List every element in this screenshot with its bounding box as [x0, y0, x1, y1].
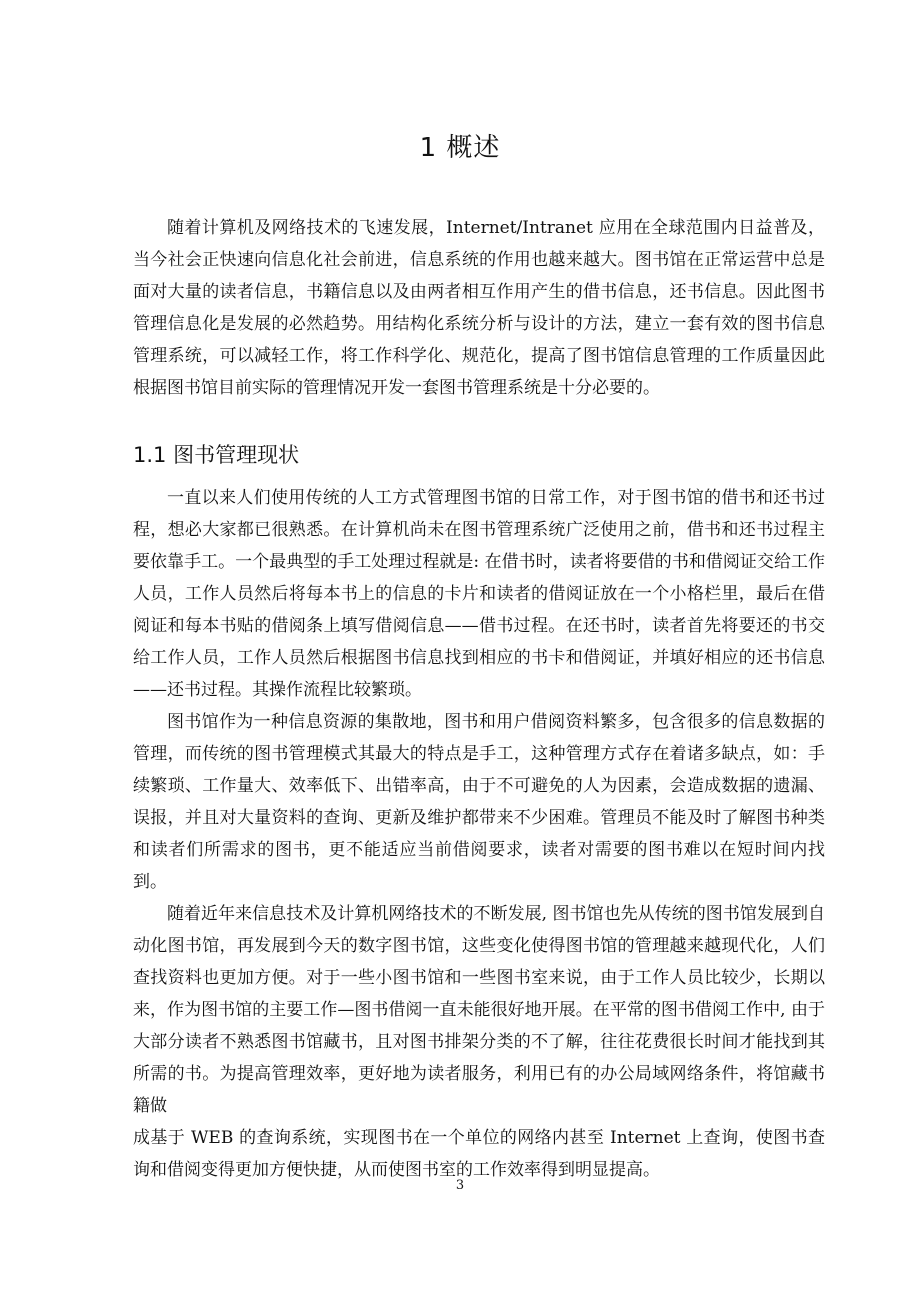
- section-body: [133, 482, 825, 1186]
- section-title: 1.1 图书管理现状: [133, 443, 300, 467]
- intro-block: [133, 212, 825, 404]
- section-paragraph-3: 随着近年来信息技术及计算机网络技术的不断发展, 图书馆也先从传统的图书馆发展到自动化图书馆，再发展到今天的数字图书馆，这些变化使得图书馆的管理越来越现代化，人们查找资料也更加方便。对于一些小图书馆和一些图书室来说，由于工作人员比较少，长期以来，作为图书馆的主要工作—图书借阅一直未能很好地开展。在平常的图书借阅工作中, 由于大部分读者不熟悉图书馆藏书，且对图书排架分类的不了解，往往花费很长时间才能找到其所需的书。为提高管理效率，更好地为读者服务，利用已有的办公局域网络条件，将馆藏书籍做: [133, 904, 825, 1116]
- page-number: 3: [455, 1178, 465, 1193]
- intro-paragraph: 随着计算机及网络技术的飞速发展，Internet/Intranet 应用在全球范围内日益普及，当今社会正快速向信息化社会前进，信息系统的作用也越来越大。图书馆在正常运营中总是面对大量的读者信息，书籍信息以及由两者相互作用产生的借书信息，还书信息。因此图书管理信息化是发展的必然趋势。用结构化系统分析与设计的方法，建立一套有效的图书信息管理系统，可以减轻工作，将工作科学化、规范化，提高了图书馆信息管理的工作质量因此根据图书馆目前实际的管理情况开发一套图书管理系统是十分必要的。: [133, 218, 825, 398]
- section-paragraph-2: 图书馆作为一种信息资源的集散地，图书和用户借阅资料繁多，包含很多的信息数据的管理，而传统的图书管理模式其最大的特点是手工，这种管理方式存在着诸多缺点，如：手续繁琐、工作量大、效率低下、出错率高，由于不可避免的人为因素，会造成数据的遗漏、误报，并且对大量资料的查询、更新及维护都带来不少困难。管理员不能及时了解图书种类和读者们所需求的图书，更不能适应当前借阅要求，读者对需要的图书难以在短时间内找到。: [133, 712, 825, 892]
- section-paragraph-1: 一直以来人们使用传统的人工方式管理图书馆的日常工作，对于图书馆的借书和还书过程，想必大家都已很熟悉。在计算机尚未在图书管理系统广泛使用之前，借书和还书过程主要依靠手工。一个最典型的手工处理过程就是: 在借书时，读者将要借的书和借阅证交给工作人员，工作人员然后将每本书上的信息的卡片和读者的借阅证放在一个小格栏里，最后在借阅证和每本书贴的借阅条上填写借阅信息——借书过程。在还书时，读者首先将要还的书交给工作人员，工作人员然后根据图书信息找到相应的书卡和借阅证，并填好相应的还书信息——还书过程。其操作流程比较繁琐。: [133, 488, 825, 700]
- section-paragraph-4: 成基于 WEB 的查询系统，实现图书在一个单位的网络内甚至 Internet 上查询，使图书查询和借阅变得更加方便快捷，从而使图书室的工作效率得到明显提高。: [133, 1128, 825, 1180]
- chapter-title: 1 概述: [419, 133, 501, 163]
